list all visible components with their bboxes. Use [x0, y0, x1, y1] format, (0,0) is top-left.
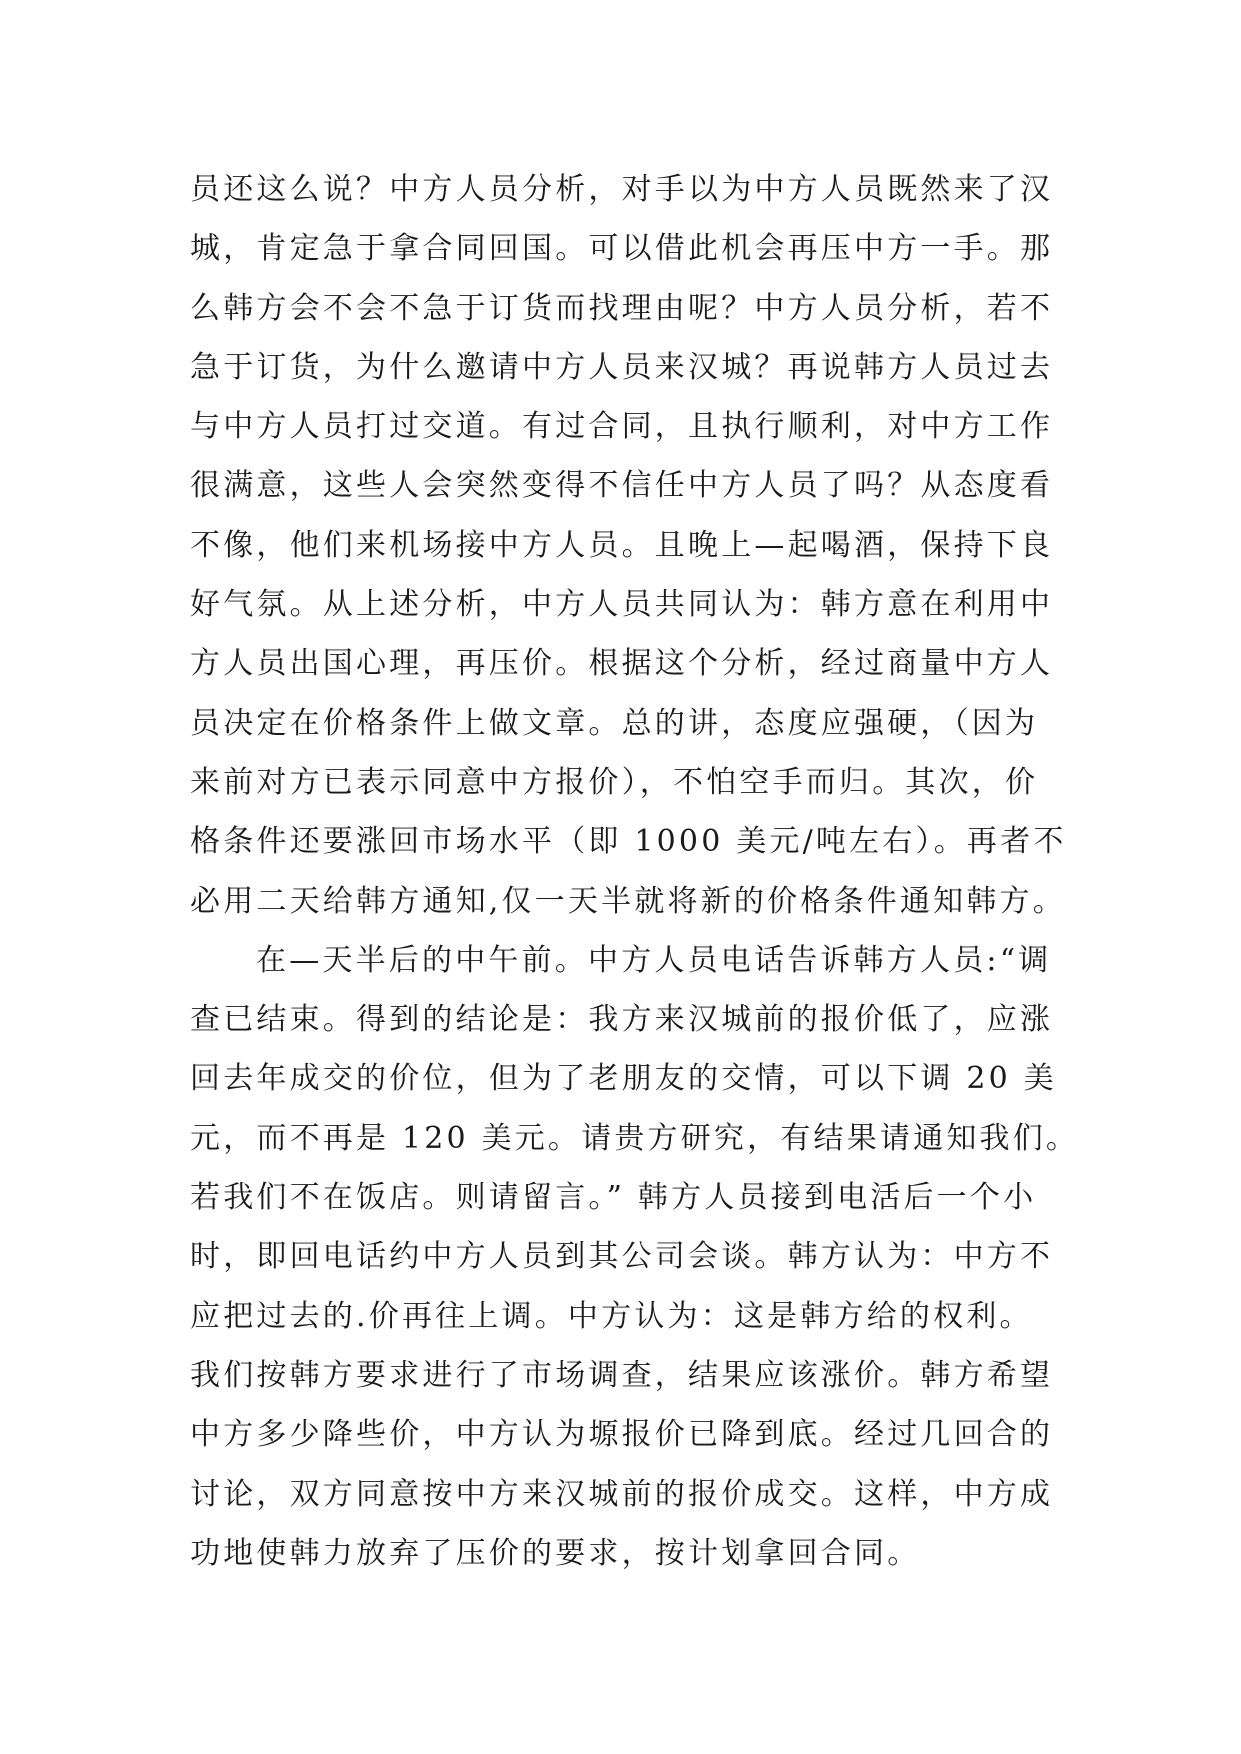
document-body	[190, 160, 1090, 1583]
text-line: 员决定在价格条件上做文章。总的讲，态度应强硬，（因为	[190, 705, 1039, 741]
text-line: 急于订货，为什么邀请中方人员来汉城？再说韩方人员过去	[190, 349, 1054, 385]
text-line: 若我们不在饭店。则请留言。” 韩方人员接到电活后一个小	[190, 1180, 1037, 1216]
text-line: 讨论，双方同意按中方来汉城前的报价成交。这样，中方成	[190, 1476, 1054, 1512]
text-line: 不像，他们来机场接中方人员。且晚上—起喝酒，保持下良	[190, 527, 1054, 563]
text-line: 我们按韩方要求进行了市场调查，结果应该涨价。韩方希望	[190, 1357, 1054, 1393]
text-line: 必用二天给韩方通知,仅一天半就将新的价格条件通知韩方。	[190, 883, 1066, 919]
text-line: 格条件还要涨回市场水平（即 1000 美元/吨左右）。再者不	[190, 824, 1067, 860]
text-line: 么韩方会不会不急于订货而找理由呢？中方人员分析，若不	[190, 290, 1054, 326]
text-line: 时，即回电话约中方人员到其公司会谈。韩方认为：中方不	[190, 1239, 1054, 1275]
text-line: 回去年成交的价位，但为了老朋友的交情，可以下调 20 美	[190, 1061, 1057, 1097]
text-line: 功地使韩力放弃了压价的要求，按计划拿回合同。	[190, 1535, 921, 1571]
text-line: 来前对方已表示同意中方报价），不怕空手而归。其次，价	[190, 764, 1039, 800]
paragraph-2	[190, 931, 1090, 1583]
text-line: 与中方人员打过交道。有过合同，且执行顺利，对中方工作	[190, 409, 1054, 445]
text-line: 应把过去的.价再往上调。中方认为：这是韩方给的权利。	[190, 1298, 1033, 1334]
text-line: 员还这么说？中方人员分析，对手以为中方人员既然来了汉	[190, 172, 1054, 207]
text-line: 在—天半后的中午前。中方人员电话告诉韩方人员:“调	[256, 942, 1052, 978]
text-line: 元，而不再是 120 美元。请贵方研究，有结果请通知我们。	[190, 1120, 1080, 1156]
text-line: 很满意，这些人会突然变得不信任中方人员了吗？从态度看	[190, 468, 1054, 504]
text-line: 好气氛。从上述分析，中方人员共同认为：韩方意在利用中	[190, 587, 1054, 623]
text-line: 城，肯定急于拿合同回国。可以借此机会再压中方一手。那	[190, 231, 1054, 267]
text-line: 查已结束。得到的结论是：我方来汉城前的报价低了，应涨	[190, 1002, 1054, 1038]
text-line: 中方多少降些价，中方认为塬报价已降到底。经过几回合的	[190, 1417, 1054, 1453]
paragraph-1	[190, 160, 1090, 931]
text-line: 方人员出国心理，再压价。根据这个分析，经过商量中方人	[190, 646, 1054, 682]
